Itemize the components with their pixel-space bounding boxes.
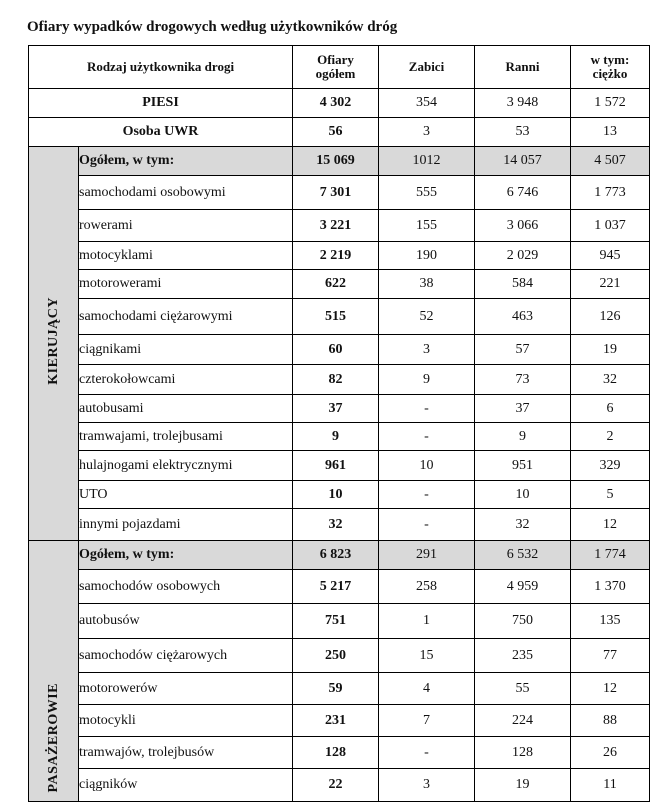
table-row <box>29 423 650 451</box>
victims-total-cell: 515 <box>293 299 379 335</box>
row-label: Osoba UWR <box>29 118 293 147</box>
passengers-group-label <box>29 541 79 802</box>
killed-cell: 1012 <box>379 147 475 176</box>
row-label: samochodów osobowych <box>79 570 293 604</box>
killed-cell: 3 <box>379 335 475 365</box>
victims-total-cell: 10 <box>293 481 379 509</box>
killed-cell: 9 <box>379 365 475 395</box>
seriously-injured-cell: 1 774 <box>571 541 650 570</box>
victims-total-cell: 128 <box>293 737 379 769</box>
row-label: samochodów ciężarowych <box>79 639 293 673</box>
victims-total-cell: 751 <box>293 604 379 639</box>
victims-total-cell: 2 219 <box>293 242 379 270</box>
injured-cell: 37 <box>475 395 571 423</box>
victims-total-cell: 60 <box>293 335 379 365</box>
killed-cell: 15 <box>379 639 475 673</box>
table-row <box>29 769 650 802</box>
injured-cell: 73 <box>475 365 571 395</box>
victims-total-cell: 4 302 <box>293 89 379 118</box>
row-label: motorowerów <box>79 673 293 705</box>
killed-cell: 3 <box>379 769 475 802</box>
injured-cell: 4 959 <box>475 570 571 604</box>
seriously-injured-cell: 221 <box>571 270 650 299</box>
seriously-injured-cell: 126 <box>571 299 650 335</box>
injured-cell: 10 <box>475 481 571 509</box>
row-label: autobusów <box>79 604 293 639</box>
row-label: ciągnikami <box>79 335 293 365</box>
row-label: czterokołowcami <box>79 365 293 395</box>
table-row <box>29 604 650 639</box>
header-seriously-injured: w tym: ciężko <box>571 46 650 89</box>
injured-cell: 53 <box>475 118 571 147</box>
injured-cell: 32 <box>475 509 571 541</box>
table-row <box>29 242 650 270</box>
killed-cell: 38 <box>379 270 475 299</box>
seriously-injured-cell: 12 <box>571 509 650 541</box>
row-label: autobusami <box>79 395 293 423</box>
injured-cell: 9 <box>475 423 571 451</box>
killed-cell: - <box>379 737 475 769</box>
victims-total-cell: 59 <box>293 673 379 705</box>
seriously-injured-cell: 329 <box>571 451 650 481</box>
killed-cell: 3 <box>379 118 475 147</box>
row-label: samochodami ciężarowymi <box>79 299 293 335</box>
seriously-injured-cell: 945 <box>571 242 650 270</box>
victims-total-cell: 22 <box>293 769 379 802</box>
injured-cell: 463 <box>475 299 571 335</box>
victims-total-cell: 82 <box>293 365 379 395</box>
table-row <box>29 176 650 210</box>
table-row <box>29 705 650 737</box>
seriously-injured-cell: 11 <box>571 769 650 802</box>
table-row <box>29 509 650 541</box>
killed-cell: - <box>379 481 475 509</box>
killed-cell: 258 <box>379 570 475 604</box>
seriously-injured-cell: 26 <box>571 737 650 769</box>
header-row <box>29 46 650 89</box>
row-label: UTO <box>79 481 293 509</box>
seriously-injured-cell: 19 <box>571 335 650 365</box>
injured-cell: 128 <box>475 737 571 769</box>
injured-cell: 224 <box>475 705 571 737</box>
row-label: motorowerami <box>79 270 293 299</box>
row-label: PIESI <box>29 89 293 118</box>
injured-cell: 3 948 <box>475 89 571 118</box>
victims-total-cell: 6 823 <box>293 541 379 570</box>
row-label: hulajnogami elektrycznymi <box>79 451 293 481</box>
seriously-injured-cell: 2 <box>571 423 650 451</box>
seriously-injured-cell: 1 037 <box>571 210 650 242</box>
killed-cell: 354 <box>379 89 475 118</box>
victims-total-cell: 5 217 <box>293 570 379 604</box>
victims-total-cell: 961 <box>293 451 379 481</box>
table-row <box>29 210 650 242</box>
killed-cell: - <box>379 395 475 423</box>
killed-cell: 4 <box>379 673 475 705</box>
table-row <box>29 365 650 395</box>
seriously-injured-cell: 32 <box>571 365 650 395</box>
table-row <box>29 737 650 769</box>
injured-cell: 584 <box>475 270 571 299</box>
killed-cell: - <box>379 423 475 451</box>
row-label: Ogółem, w tym: <box>79 147 293 176</box>
table-row <box>29 395 650 423</box>
row-label: ciągników <box>79 769 293 802</box>
seriously-injured-cell: 6 <box>571 395 650 423</box>
seriously-injured-cell: 135 <box>571 604 650 639</box>
table-row <box>29 118 650 147</box>
killed-cell: 1 <box>379 604 475 639</box>
victims-total-cell: 231 <box>293 705 379 737</box>
injured-cell: 3 066 <box>475 210 571 242</box>
seriously-injured-cell: 1 572 <box>571 89 650 118</box>
victims-total-cell: 7 301 <box>293 176 379 210</box>
seriously-injured-cell: 88 <box>571 705 650 737</box>
table-title: Ofiary wypadków drogowych według użytkowników dróg <box>27 19 398 35</box>
killed-cell: 155 <box>379 210 475 242</box>
victims-table <box>28 45 650 802</box>
injured-cell: 951 <box>475 451 571 481</box>
victims-total-cell: 622 <box>293 270 379 299</box>
victims-total-cell: 37 <box>293 395 379 423</box>
injured-cell: 2 029 <box>475 242 571 270</box>
injured-cell: 6 746 <box>475 176 571 210</box>
table-row <box>29 673 650 705</box>
injured-cell: 14 057 <box>475 147 571 176</box>
table-row <box>29 270 650 299</box>
killed-cell: 7 <box>379 705 475 737</box>
table-row <box>29 299 650 335</box>
seriously-injured-cell: 77 <box>571 639 650 673</box>
row-label: motocyklami <box>79 242 293 270</box>
row-label: rowerami <box>79 210 293 242</box>
header-victims-total: Ofiary ogółem <box>293 46 379 89</box>
injured-cell: 57 <box>475 335 571 365</box>
victims-total-cell: 9 <box>293 423 379 451</box>
killed-cell: - <box>379 509 475 541</box>
victims-total-cell: 3 221 <box>293 210 379 242</box>
injured-cell: 6 532 <box>475 541 571 570</box>
seriously-injured-cell: 1 370 <box>571 570 650 604</box>
killed-cell: 555 <box>379 176 475 210</box>
killed-cell: 10 <box>379 451 475 481</box>
injured-cell: 55 <box>475 673 571 705</box>
table-row <box>29 570 650 604</box>
header-killed: Zabici <box>379 46 475 89</box>
table-row <box>29 89 650 118</box>
killed-cell: 52 <box>379 299 475 335</box>
group-label-text: KIERUJĄCY <box>45 297 61 385</box>
row-label: Ogółem, w tym: <box>79 541 293 570</box>
row-label: motocykli <box>79 705 293 737</box>
seriously-injured-cell: 1 773 <box>571 176 650 210</box>
injured-cell: 235 <box>475 639 571 673</box>
table-row <box>29 335 650 365</box>
header-road-user-type: Rodzaj użytkownika drogi <box>29 46 293 89</box>
seriously-injured-cell: 4 507 <box>571 147 650 176</box>
seriously-injured-cell: 12 <box>571 673 650 705</box>
killed-cell: 291 <box>379 541 475 570</box>
seriously-injured-cell: 5 <box>571 481 650 509</box>
victims-total-cell: 32 <box>293 509 379 541</box>
victims-total-cell: 15 069 <box>293 147 379 176</box>
injured-cell: 19 <box>475 769 571 802</box>
group-label-text: PASAŻEROWIE <box>45 682 61 792</box>
table-row <box>29 147 650 176</box>
row-label: tramwajami, trolejbusami <box>79 423 293 451</box>
seriously-injured-cell: 13 <box>571 118 650 147</box>
table-row <box>29 639 650 673</box>
victims-total-cell: 250 <box>293 639 379 673</box>
row-label: tramwajów, trolejbusów <box>79 737 293 769</box>
killed-cell: 190 <box>379 242 475 270</box>
drivers-group-label <box>29 147 79 541</box>
table-row <box>29 451 650 481</box>
injured-cell: 750 <box>475 604 571 639</box>
row-label: innymi pojazdami <box>79 509 293 541</box>
table-row <box>29 481 650 509</box>
row-label: samochodami osobowymi <box>79 176 293 210</box>
table-row <box>29 541 650 570</box>
victims-total-cell: 56 <box>293 118 379 147</box>
header-injured: Ranni <box>475 46 571 89</box>
